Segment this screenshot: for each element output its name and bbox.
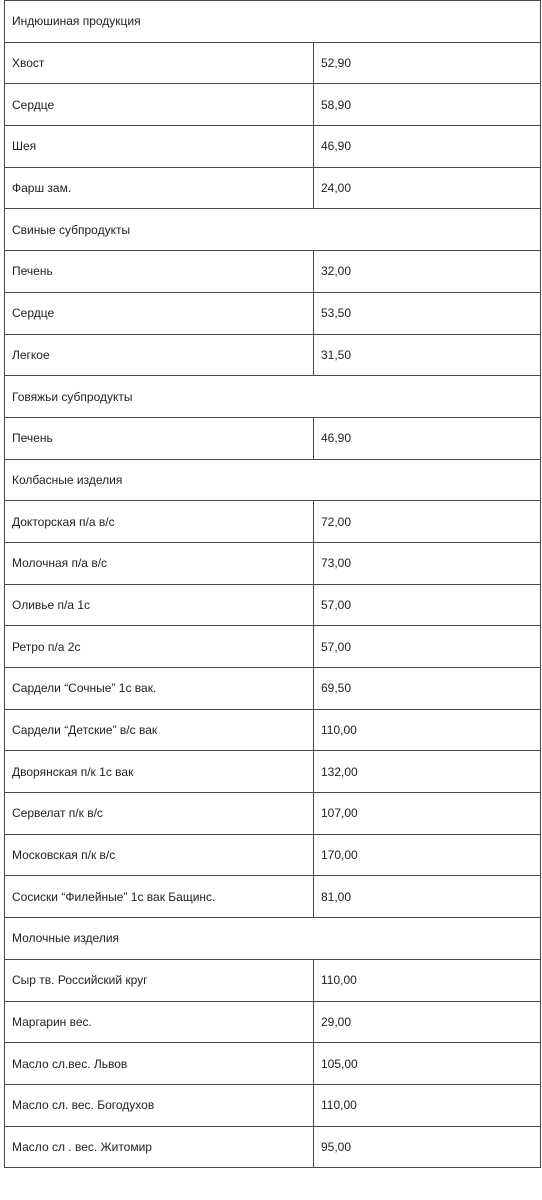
product-price: 73,00 — [314, 542, 541, 584]
product-name: Сосиски “Филейные” 1с вак Бащинс. — [5, 876, 314, 918]
table-row — [5, 834, 541, 876]
product-price: 95,00 — [314, 1126, 541, 1168]
product-price: 57,00 — [314, 626, 541, 668]
product-name: Оливье п/а 1с — [5, 584, 314, 626]
product-name: Ретро п/а 2с — [5, 626, 314, 668]
table-row — [5, 84, 541, 126]
product-price: 29,00 — [314, 1001, 541, 1043]
product-price: 170,00 — [314, 834, 541, 876]
product-price: 57,00 — [314, 584, 541, 626]
table-row — [5, 1001, 541, 1043]
product-name: Печень — [5, 417, 314, 459]
product-name: Сардели “Детские” в/с вак — [5, 709, 314, 751]
product-price: 69,50 — [314, 668, 541, 710]
section-header-row — [5, 376, 541, 418]
product-price: 110,00 — [314, 709, 541, 751]
table-row — [5, 334, 541, 376]
table-row — [5, 42, 541, 84]
table-row — [5, 1043, 541, 1085]
table-row — [5, 126, 541, 168]
table-row — [5, 167, 541, 209]
table-row — [5, 626, 541, 668]
section-header-row — [5, 1, 541, 43]
table-row — [5, 501, 541, 543]
section-title: Говяжьи субпродукты — [5, 376, 541, 418]
product-name: Масло сл.вес. Львов — [5, 1043, 314, 1085]
price-table — [4, 0, 541, 1168]
product-price: 58,90 — [314, 84, 541, 126]
product-price: 52,90 — [314, 42, 541, 84]
table-row — [5, 876, 541, 918]
section-title: Индюшиная продукция — [5, 1, 541, 43]
table-row — [5, 668, 541, 710]
product-price: 110,00 — [314, 959, 541, 1001]
product-name: Печень — [5, 251, 314, 293]
product-price: 110,00 — [314, 1084, 541, 1126]
product-price: 72,00 — [314, 501, 541, 543]
section-title: Колбасные изделия — [5, 459, 541, 501]
product-price: 31,50 — [314, 334, 541, 376]
product-name: Шея — [5, 126, 314, 168]
table-row — [5, 417, 541, 459]
product-price: 105,00 — [314, 1043, 541, 1085]
product-price: 132,00 — [314, 751, 541, 793]
product-name: Масло сл . вес. Житомир — [5, 1126, 314, 1168]
table-row — [5, 1084, 541, 1126]
section-header-row — [5, 459, 541, 501]
product-name: Масло сл. вес. Богодухов — [5, 1084, 314, 1126]
product-price: 53,50 — [314, 292, 541, 334]
section-title: Свиные субпродукты — [5, 209, 541, 251]
product-price: 81,00 — [314, 876, 541, 918]
table-row — [5, 793, 541, 835]
table-row — [5, 584, 541, 626]
product-name: Сердце — [5, 292, 314, 334]
table-row — [5, 251, 541, 293]
product-name: Фарш зам. — [5, 167, 314, 209]
product-name: Сардели “Сочные” 1с вак. — [5, 668, 314, 710]
table-row — [5, 709, 541, 751]
table-row — [5, 1126, 541, 1168]
product-name: Сервелат п/к в/с — [5, 793, 314, 835]
table-row — [5, 292, 541, 334]
product-name: Докторская п/а в/с — [5, 501, 314, 543]
section-header-row — [5, 209, 541, 251]
product-price: 107,00 — [314, 793, 541, 835]
product-name: Легкое — [5, 334, 314, 376]
section-header-row — [5, 918, 541, 960]
table-row — [5, 959, 541, 1001]
product-name: Маргарин вес. — [5, 1001, 314, 1043]
product-name: Молочная п/а в/с — [5, 542, 314, 584]
price-table-body — [5, 1, 541, 1168]
product-name: Хвост — [5, 42, 314, 84]
product-price: 32,00 — [314, 251, 541, 293]
product-price: 46,90 — [314, 126, 541, 168]
product-name: Сердце — [5, 84, 314, 126]
table-row — [5, 751, 541, 793]
product-name: Дворянская п/к 1с вак — [5, 751, 314, 793]
product-price: 46,90 — [314, 417, 541, 459]
product-name: Сыр тв. Российский круг — [5, 959, 314, 1001]
product-name: Московская п/к в/с — [5, 834, 314, 876]
table-row — [5, 542, 541, 584]
product-price: 24,00 — [314, 167, 541, 209]
section-title: Молочные изделия — [5, 918, 541, 960]
